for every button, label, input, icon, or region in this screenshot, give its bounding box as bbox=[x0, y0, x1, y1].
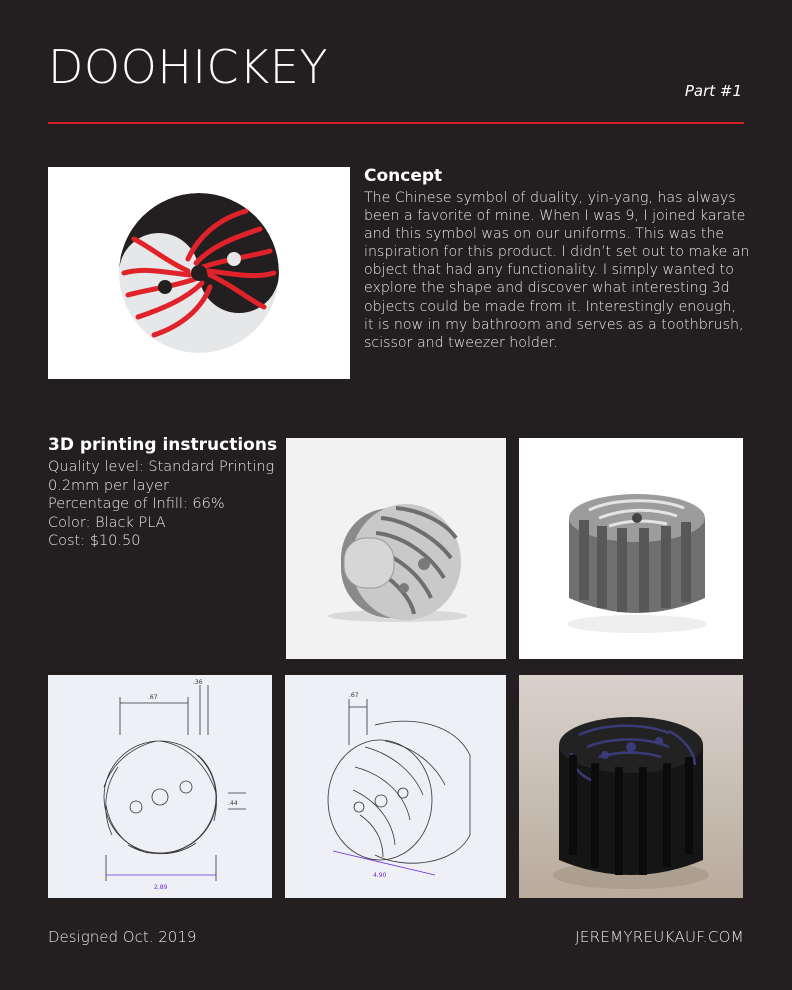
concept-line: and this symbol was on our uniforms. This was the bbox=[364, 226, 725, 243]
footer-design-date: Designed Oct. 2019 bbox=[48, 928, 197, 946]
concept-line: objects could be made from it. Interestingly enough, bbox=[364, 298, 736, 315]
printed-object-photo bbox=[519, 675, 743, 898]
concept-line: explore the shape and discover what interesting 3d bbox=[364, 280, 730, 297]
instruction-line: Quality level: Standard Printing bbox=[48, 459, 275, 475]
concept-line: been a favorite of mine. When I was 9, I joined karate bbox=[364, 208, 746, 225]
dimension-label: .44 bbox=[228, 800, 238, 807]
concept-heading: Concept bbox=[364, 166, 443, 186]
concept-line: scissor and tweezer holder. bbox=[364, 334, 558, 351]
concept-line: The Chinese symbol of duality, yin-yang, has always bbox=[364, 190, 736, 206]
instruction-line: Color: Black PLA bbox=[48, 514, 166, 531]
instruction-line: 0.2mm per layer bbox=[48, 477, 169, 494]
render-top-view-image bbox=[519, 438, 743, 659]
dimension-label: .36 bbox=[193, 679, 203, 686]
part-label: Part #1 bbox=[684, 82, 742, 100]
dimension-label: .67 bbox=[148, 694, 158, 701]
concept-line: it is now in my bathroom and serves as a toothbrush, bbox=[364, 316, 744, 333]
concept-line: inspiration for this product. I didn’t set out to make an bbox=[364, 244, 750, 261]
technical-drawing-top-view bbox=[48, 675, 272, 898]
technical-drawing-isometric-view bbox=[285, 675, 506, 898]
header-divider bbox=[48, 122, 744, 124]
instructions-list bbox=[48, 458, 274, 551]
dimension-label: 4.90 bbox=[373, 872, 387, 879]
yin-yang-logo-image bbox=[48, 167, 350, 379]
dimension-label: 2.89 bbox=[154, 884, 168, 891]
instruction-line: Percentage of Infill: 66% bbox=[48, 496, 225, 512]
footer-website-link[interactable]: JEREMYREUKAUF.COM bbox=[575, 928, 744, 946]
concept-paragraph bbox=[364, 189, 754, 352]
render-side-view-image bbox=[286, 438, 506, 659]
page-title: DOOHICKEY bbox=[48, 40, 328, 94]
instruction-line: Cost: $10.50 bbox=[48, 533, 141, 549]
instructions-heading: 3D printing instructions bbox=[48, 435, 278, 455]
concept-line: object that had any functionality. I simply wanted to bbox=[364, 262, 734, 279]
dimension-label: .67 bbox=[349, 692, 359, 699]
